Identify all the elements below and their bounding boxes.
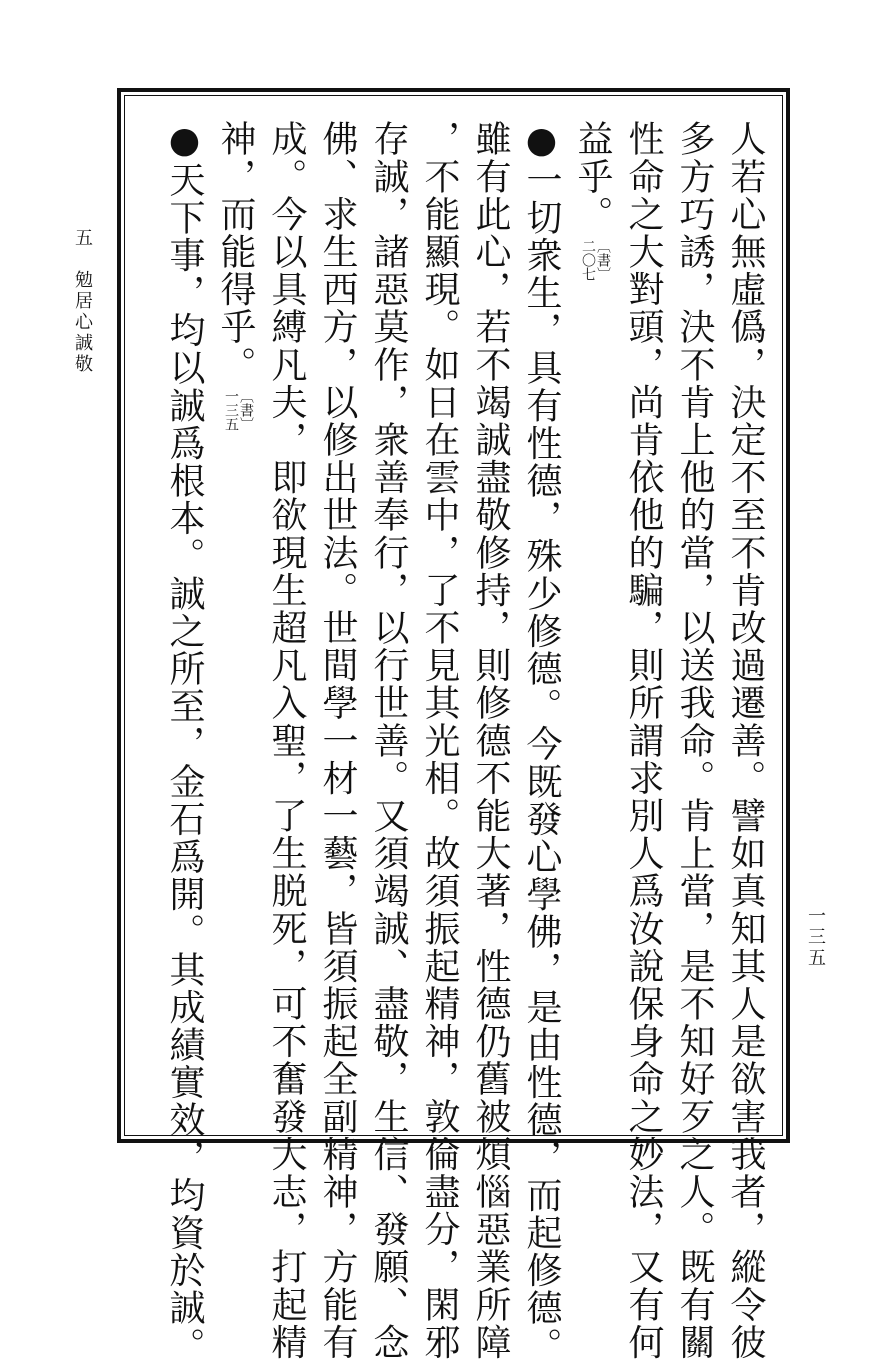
column-text: ，不能顯現。如日在雲中，了不見其光相。故須振起精神，敦倫盡分，閑邪 — [419, 120, 460, 1361]
text-column-12 — [164, 120, 205, 1364]
text-column-1 — [725, 120, 766, 1361]
note-number: 二〇七 — [580, 238, 596, 281]
text-column-8 — [368, 120, 409, 1361]
text-column-11 — [215, 120, 256, 432]
bullet-icon: ● — [164, 120, 205, 161]
text-column-6 — [470, 120, 511, 1361]
column-text: 成。今以具縛凡夫，即欲現生超凡入聖，了生脱死，可不奮發大志，打起精 — [266, 120, 307, 1361]
column-text: 天下事，均以誠爲根本。誠之所至，金石爲開。其成績實效，均資於誠。 — [164, 161, 205, 1364]
column-text: 益乎。 — [572, 120, 613, 233]
text-column-10 — [266, 120, 307, 1361]
source-note — [223, 389, 253, 431]
chapter-number: 五 — [72, 228, 93, 249]
column-text: 雖有此心，若不竭誠盡敬修持，則修德不能大著，性德仍舊被煩惱惡業所障 — [470, 120, 511, 1361]
note-source: 〔書〕 — [595, 238, 611, 281]
text-column-2 — [674, 120, 715, 1361]
column-text: 多方巧誘，決不肯上他的當，以送我命。肯上當，是不知好歹之人。既有關 — [674, 120, 715, 1361]
column-text: 神，而能得乎。 — [215, 120, 256, 384]
text-column-5 — [521, 120, 562, 1364]
chapter-title: 勉居心誠敬 — [72, 270, 93, 375]
column-text: 性命之大對頭，尚肯依他的騙，則所謂求別人爲汝說保身命之妙法，又有何 — [623, 120, 664, 1361]
source-note — [580, 239, 610, 281]
note-number: 一三五 — [223, 389, 239, 432]
column-text: 存誠，諸惡莫作，衆善奉行，以行世善。又須竭誠、盡敬，生信、發願、念 — [368, 120, 409, 1361]
note-source: 〔書〕 — [238, 389, 254, 432]
page-number: 一三五 — [805, 906, 826, 969]
column-text: 佛、求生西方，以修出世法。世間學一材一藝，皆須振起全副精神，方能有 — [317, 120, 358, 1361]
text-column-3 — [623, 120, 664, 1361]
text-column-9 — [317, 120, 358, 1361]
text-column-7 — [419, 120, 460, 1361]
column-text: 人若心無虛僞，決定不至不肯改過遷善。譬如真知其人是欲害我者，縱令彼 — [725, 120, 766, 1361]
column-text: 一切衆生，具有性德，殊少修德。今既發心學佛，是由性德，而起修德。 — [521, 161, 562, 1364]
text-column-4 — [572, 120, 613, 281]
bullet-icon: ● — [521, 120, 562, 161]
